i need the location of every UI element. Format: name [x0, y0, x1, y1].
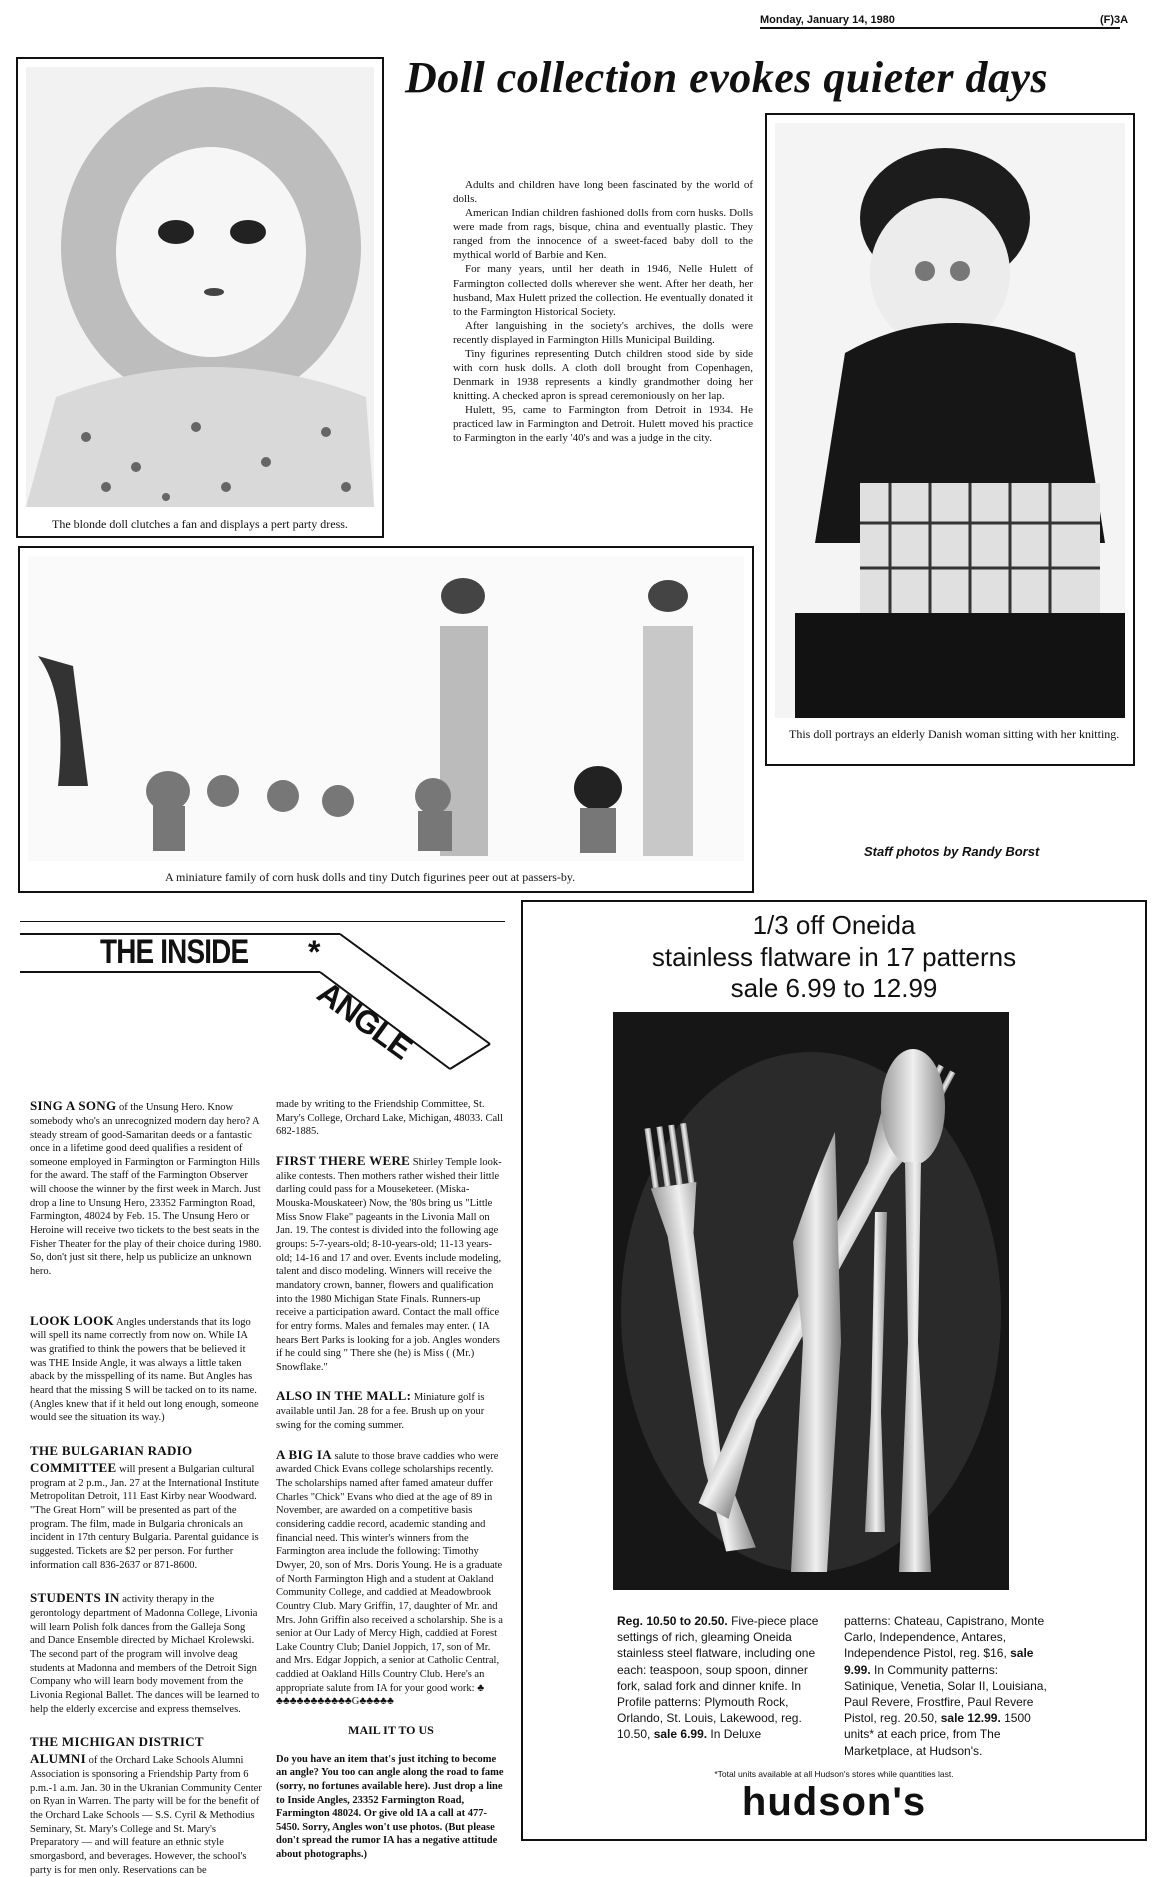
ad-sale-price: sale 9.99. — [844, 1646, 1034, 1677]
danish-doll-photo-frame — [765, 113, 1135, 766]
ia-item-body: Angles understands that its logo will spell its name correctly from now on. While IA was gratified to think the powers that be believed it was THE Inside Angle, it was always a little taken aback by the misspelling of its name. But Angles has heard that the missing S will be tacked on to its name. (Angles knew that if it held out long enough, someone would see the situation its way.) — [30, 1316, 259, 1424]
flatware-photo — [613, 1012, 1009, 1590]
family-photo-frame — [18, 546, 754, 893]
ia-item — [276, 1447, 506, 1709]
ia-item — [276, 1153, 506, 1375]
ia-item-lead: A BIG IA — [276, 1446, 332, 1462]
ad-sale-price: sale 12.99. — [940, 1711, 1001, 1726]
ad-headline-line3: sale 6.99 to 12.99 — [730, 973, 938, 1004]
inside-angle-logo-text: THE INSIDE — [100, 933, 249, 971]
ia-item-body: salute to those brave caddies who were awarded Chick Evans college scholarships recently. The scholarships named after famed amateur duffer Charles "Chick" Evans who died at the age of 89 in November, are awarded on a competitive basis considering caddie record, academic standing and financial need. This winter's winners from the Farmington area include the following: Timothy Dwyer, 20, son of Mrs. Doris Young. He is a graduate of North Farmington High and a student at Oakland Community College, and caddied at Meadowbrook Country Club. Mary Griffin, 17, daughter of Mr. and Mrs. John Griffin also received a scholarship. She is a senior at Our Lady of Mercy High, caddied at Forest Lake Country Club; Daniel Joppich, 17, son of Mr. and Mrs. Edgar Joppich, a senior at Catholic Central, caddied at Oakland Hills Country Club. Here's an appropriate salute from IA for your good work: ♣ ♣♣♣♣♣♣♣♣♣♣♣G♣♣♣♣♣ — [276, 1450, 503, 1708]
headline: Doll collection evokes quieter days — [405, 53, 1049, 102]
inside-angle-column-2 — [276, 1098, 506, 1861]
inside-angle-logo — [20, 924, 505, 1069]
photo-credit: Staff photos by Randy Borst — [864, 844, 1040, 859]
star-icon: * — [308, 934, 321, 970]
article-paragraph: Hulett, 95, came to Farmington from Detroit in 1934. He practiced law in Farmington and Detroit. Hulett moved his practice to Farmington in the early '40's and was a judge in the city. — [453, 404, 753, 445]
ad-copy-right-a: patterns: Chateau, Capistrano, Monte Carlo, Independence, Antares, Independence Pistol, reg. $16, — [844, 1614, 1045, 1661]
doll-article — [453, 178, 753, 445]
ad-reg-price: Reg. 10.50 to 20.50. — [617, 1614, 728, 1628]
article-paragraph: Tiny figurines representing Dutch children stood side by side with corn husk dolls. A cloth doll brought from Copenhagen, Denmark in 1938 represents a kindly grandmother doing her knitting. A checked apron is spread ceremoniously on her lap. — [453, 347, 753, 403]
blonde-doll-image — [26, 67, 374, 507]
ia-item — [30, 1313, 262, 1425]
mail-it-body: Do you have an item that's just itching to become an angle? You too can angle along the road to fame (sorry, no fortunes available here). Just drop a line to Inside Angles, 23352 Farmington Road, Farmington 48024. Or give old IA a call at 477-5450. Sorry, Angles won't use photos. (But please don't spread the rumor IA has a negative attitude about photographs.) — [276, 1753, 504, 1861]
page-number: (F)3A — [1100, 14, 1129, 26]
issue-date: Monday, January 14, 1980 — [760, 14, 895, 26]
ad-footnote: *Total units available at all Hudson's stores while quantities last. — [714, 1769, 954, 1779]
article-paragraph: After languishing in the society's archives, the dolls were recently displayed in Farmington Hills Municipal Building. — [453, 319, 753, 346]
ia-item-body: made by writing to the Friendship Committee, St. Mary's College, Orchard Lake, Michigan, 48033. Call 682-1885. — [276, 1099, 504, 1138]
inside-angle-column-1 — [30, 1098, 262, 1876]
inside-angle-logo-art — [20, 924, 505, 1069]
ia-item — [30, 1590, 262, 1716]
ad-headline — [521, 910, 1147, 1005]
danish-doll-caption: This doll portrays an elderly Danish woman sitting with her knitting. — [789, 727, 1120, 741]
ia-item-body: activity therapy in the gerontology department of Madonna College, Livonia will learn Polish folk dances from the Galleja Song and Dance Ensemble directed by Michael Krolewski. The second part of the program will involve deag students at Madonna and members of the Detroit Sign Company who will learn body movement from the Livonia Regional Ballet. The dances will be learned to help the elderly excercise and express themselves. — [30, 1594, 260, 1715]
danish-doll-image — [775, 123, 1125, 718]
ia-item-lead: LOOK LOOK — [30, 1312, 114, 1328]
ia-item-body: will present a Bulgarian cultural program at 2 p.m., Jan. 27 at the International Institute Metropolitan Detroit, 111 East Kirby near Woodward. "The Great Horn" will be presented as part of the program. The film, made in Bulgaria chronicals an incident in 17th century Bulgaria. Parental guidance is suggested. Tickets are $2 per person. For further information call 836-2637 or 871-8600. — [30, 1463, 259, 1571]
ad-copy-left-tail: In Deluxe — [707, 1727, 762, 1742]
article-paragraph: For many years, until her death in 1946, Nelle Hulett of Farmington collected dolls wherever she went. After her death, her husband, Max Hulett prized the collection. He eventually donated it to the Farmington Historical Society. — [453, 263, 753, 318]
ad-copy-right — [844, 1613, 1050, 1759]
ad-copy-right-c: 1500 units* at each price, from The Marketplace, at Hudson's. — [844, 1711, 1031, 1758]
ad-copy-right-b: In Community patterns: Satinique, Venetia, Solar II, Louisiana, Paul Revere, Frostfire, Paul Revere Pistol, reg. 20.50, — [844, 1662, 1047, 1726]
blonde-doll-photo-frame — [16, 57, 384, 538]
ad-copy-left — [617, 1613, 822, 1743]
mail-it-heading: MAIL IT TO US — [348, 1723, 434, 1738]
header-rule — [760, 27, 1120, 29]
ia-item-lead: STUDENTS IN — [30, 1590, 120, 1606]
family-image — [28, 556, 744, 861]
flatware-image — [613, 1012, 1009, 1590]
ia-item-lead: ALSO IN THE MALL: — [276, 1388, 412, 1404]
family-caption: A miniature family of corn husk dolls and tiny Dutch figurines peer out at passers-by. — [165, 870, 576, 884]
ia-item-body: Shirley Temple look-alike contests. Then mothers rather wished their little darling could pass for a Mouseketeer. (Miska-Mouska-Mouskateer) Now, the '80s bring us "Little Miss Snow Flake" pageants in the Livonia Mall on Jan. 19. The contest is divided into the following age groups: 5-7-years-old; 8-10-years-old; 11-13 years-old; 14-16 and 17 and over. Events include modeling, talent and disco modeling. Winners will receive the mandatory crown, banner, flowers and qualification into the 1980 Michigan State Finals. Runners-up receive a participation award. Contact the mall office for entry forms. Males and females may enter. ( IA hears Bert Parks is looking for a job. Angles wonders if he could sing " There she (he) is Miss ( (Mr.) Snowflake." — [276, 1156, 502, 1373]
inside-angle-top-rule — [20, 921, 505, 922]
ia-item — [276, 1388, 506, 1432]
ia-item-lead: THE MICHIGAN DISTRICT ALUMNI — [30, 1734, 204, 1767]
ia-item-lead: SING A SONG — [30, 1098, 117, 1113]
ia-item — [30, 1443, 262, 1572]
ia-item — [276, 1098, 506, 1139]
article-paragraph: Adults and children have long been fascinated by the world of dolls. — [453, 179, 753, 206]
ia-item-lead: THE BULGARIAN RADIO COMMITTEE — [30, 1442, 193, 1475]
hudsons-logo: hudson's — [741, 1780, 927, 1824]
blonde-doll-caption: The blonde doll clutches a fan and displays a pert party dress. — [52, 517, 348, 531]
danish-doll-photo — [775, 123, 1125, 718]
blonde-doll-photo — [26, 67, 374, 507]
ad-headline-line2: stainless flatware in 17 patterns — [651, 941, 1017, 972]
ia-item — [30, 1098, 262, 1279]
ad-headline-line1: 1/3 off Oneida — [752, 910, 916, 940]
ia-item-body: of the Unsung Hero. Know somebody who's an unrecognized modern day hero? A steady stream of good-Samaritan deeds or a fantastic once in a lifetime good deed qualifies a resident of someone employed in Farmington or Farmington Hills for the award. The staff of the Farmington Observer will choose the winner by the first week in March. Just drop a line to Unsung Hero, 23352 Farmington Road, Farmington, 48024 by Feb. 15. The Unsung Hero or Heroine will receive two tickets to the best seats in the Fisher Theater for the play of their choice during 1980. So, don't just sit there, help us publicize an unknown hero. — [30, 1102, 262, 1277]
ad-copy-left-body: Five-piece place settings of rich, gleaming Oneida stainless steel flatware, including one each: teaspoon, soup spoon, dinner fork, salad fork and dinner knife. In Profile patterns: Plymouth Rock, Orlando, St. Louis, Lakewood, reg. 10.50, — [617, 1614, 819, 1742]
ad-sale-price: sale 6.99. — [653, 1727, 708, 1742]
inside-angle-logo-angle: ANGLE — [310, 974, 419, 1067]
ia-item-lead: FIRST THERE WERE — [276, 1152, 411, 1168]
ia-item-body: Miniature golf is available until Jan. 28 for a fee. Brush up on your swing for the coming summer. — [276, 1392, 485, 1431]
family-photo — [28, 556, 744, 861]
article-paragraph: American Indian children fashioned dolls from corn husks. Dolls were made from rags, bisque, china and eventually plastic. They ranged from the innocence of a sweet-faced baby doll to the mythical world of Barbie and Ken. — [453, 207, 753, 262]
ia-item-body: of the Orchard Lake Schools Alumni Association is sponsoring a Friendship Party from 6 p.m.-1 a.m. Jan. 30 in the Ukranian Community Center on Ryan in Warren. The party will be for the benefit of the Orchard Lake Schools — S.S. Cyril & Methodius Seminary, St. Mary's College and St. Mary's Preparatory — and will feature an ethnic style smorgasbord, and beverages. However, the school's party is for men only. Reservations can be — [30, 1755, 262, 1876]
ia-item — [30, 1734, 262, 1877]
